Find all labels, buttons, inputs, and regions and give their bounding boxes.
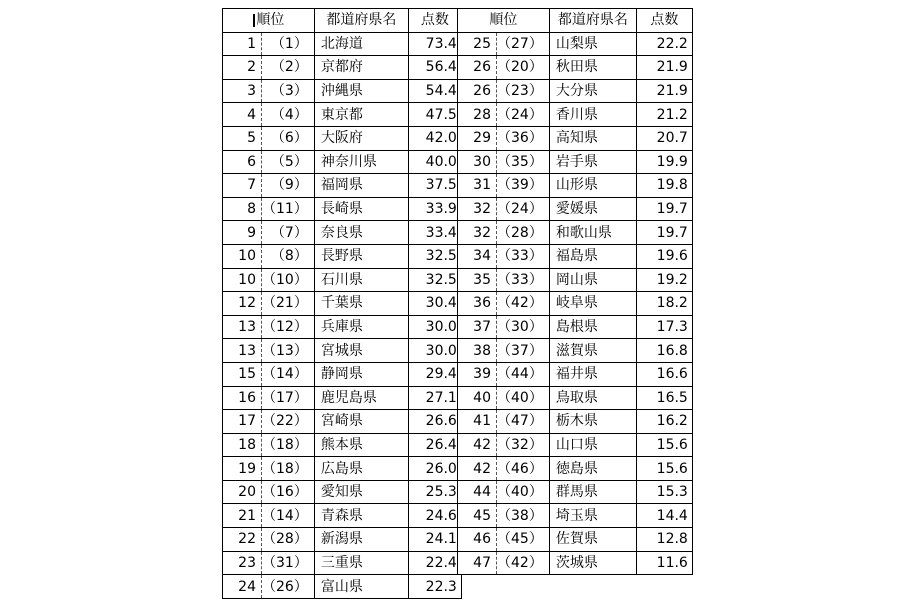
table-row [223, 575, 462, 599]
rank-cell: 37 [458, 315, 497, 339]
prev-rank-cell: （12） [262, 315, 315, 339]
table-row [223, 56, 462, 80]
table-row [223, 339, 462, 363]
rank-cell: 25 [458, 32, 497, 56]
rank-cell: 17 [223, 410, 262, 434]
prev-rank-cell: （30） [497, 315, 550, 339]
score-cell: 20.7 [636, 126, 692, 150]
prefecture-cell: 栃木県 [549, 410, 636, 434]
rank-cell: 39 [458, 362, 497, 386]
table-row [458, 362, 693, 386]
rank-cell: 21 [223, 504, 262, 528]
prefecture-cell: 神奈川県 [314, 150, 408, 174]
score-cell: 16.6 [636, 362, 692, 386]
prefecture-cell: 広島県 [314, 457, 408, 481]
score-cell: 21.9 [636, 56, 692, 80]
prev-rank-cell: （18） [262, 457, 315, 481]
table-row [223, 504, 462, 528]
prefecture-cell: 奈良県 [314, 221, 408, 245]
prefecture-cell: 埼玉県 [549, 504, 636, 528]
table-body-right [458, 32, 693, 575]
table-row [458, 268, 693, 292]
table-row [458, 551, 693, 575]
score-cell: 29.4 [408, 362, 461, 386]
table-row [458, 79, 693, 103]
prev-rank-cell: （44） [497, 362, 550, 386]
table-row [458, 126, 693, 150]
prev-rank-cell: （4） [262, 103, 315, 127]
score-cell: 14.4 [636, 504, 692, 528]
table-row [223, 150, 462, 174]
score-cell: 24.6 [408, 504, 461, 528]
rank-cell: 16 [223, 386, 262, 410]
rank-cell: 42 [458, 457, 497, 481]
score-cell: 11.6 [636, 551, 692, 575]
table-row [458, 528, 693, 552]
prefecture-cell: 兵庫県 [314, 315, 408, 339]
prev-rank-cell: （20） [497, 56, 550, 80]
table-row [223, 386, 462, 410]
rank-cell: 29 [458, 126, 497, 150]
score-cell: 27.1 [408, 386, 461, 410]
score-cell: 42.0 [408, 126, 461, 150]
table-row [223, 480, 462, 504]
table-row [223, 197, 462, 221]
score-cell: 19.7 [636, 197, 692, 221]
score-cell: 32.5 [408, 244, 461, 268]
prev-rank-cell: （14） [262, 362, 315, 386]
prefecture-cell: 三重県 [314, 551, 408, 575]
table-row [223, 126, 462, 150]
prev-rank-cell: （21） [262, 292, 315, 316]
table-row [223, 315, 462, 339]
score-cell: 30.0 [408, 339, 461, 363]
rank-cell: 13 [223, 339, 262, 363]
prev-rank-cell: （8） [262, 244, 315, 268]
rank-cell: 20 [223, 480, 262, 504]
table-row [458, 56, 693, 80]
table-row [458, 457, 693, 481]
score-cell: 73.4 [408, 32, 461, 56]
prefecture-cell: 秋田県 [549, 56, 636, 80]
prev-rank-cell: （35） [497, 150, 550, 174]
prev-rank-cell: （42） [497, 551, 550, 575]
prev-rank-cell: （22） [262, 410, 315, 434]
rank-cell: 35 [458, 268, 497, 292]
score-cell: 30.0 [408, 315, 461, 339]
prefecture-cell: 岡山県 [549, 268, 636, 292]
prefecture-cell: 茨城県 [549, 551, 636, 575]
prev-rank-cell: （23） [497, 79, 550, 103]
table-row [223, 551, 462, 575]
prefecture-cell: 山口県 [549, 433, 636, 457]
prefecture-cell: 高知県 [549, 126, 636, 150]
rank-cell: 10 [223, 268, 262, 292]
prefecture-cell: 愛知県 [314, 480, 408, 504]
table-row [223, 244, 462, 268]
score-cell: 24.1 [408, 528, 461, 552]
prev-rank-cell: （31） [262, 551, 315, 575]
prefecture-cell: 山梨県 [549, 32, 636, 56]
table-row [458, 433, 693, 457]
prefecture-cell: 大分県 [549, 79, 636, 103]
prefecture-cell: 島根県 [549, 315, 636, 339]
table-row [458, 339, 693, 363]
prefecture-header: 都道府県名 [549, 9, 636, 33]
prev-rank-cell: （45） [497, 528, 550, 552]
score-cell: 12.8 [636, 528, 692, 552]
table-row [458, 150, 693, 174]
prev-rank-cell: （11） [262, 197, 315, 221]
score-cell: 25.3 [408, 480, 461, 504]
prev-rank-cell: （37） [497, 339, 550, 363]
prefecture-header: 都道府県名 [314, 9, 408, 33]
rank-cell: 6 [223, 150, 262, 174]
rank-cell: 12 [223, 292, 262, 316]
score-cell: 16.2 [636, 410, 692, 434]
prev-rank-cell: （42） [497, 292, 550, 316]
table-row [223, 528, 462, 552]
prefecture-cell: 静岡県 [314, 362, 408, 386]
ranking-table-left [222, 8, 462, 599]
rank-cell: 2 [223, 56, 262, 80]
prev-rank-cell: （32） [497, 433, 550, 457]
prefecture-cell: 香川県 [549, 103, 636, 127]
prev-rank-cell: （24） [497, 103, 550, 127]
table-row [458, 32, 693, 56]
prefecture-cell: 石川県 [314, 268, 408, 292]
table-row [458, 197, 693, 221]
score-cell: 18.2 [636, 292, 692, 316]
score-cell: 21.9 [636, 79, 692, 103]
rank-cell: 26 [458, 56, 497, 80]
table-row [458, 315, 693, 339]
score-cell: 30.4 [408, 292, 461, 316]
score-cell: 15.3 [636, 480, 692, 504]
prefecture-cell: 熊本県 [314, 433, 408, 457]
text-cursor-icon [253, 14, 255, 27]
prev-rank-cell: （38） [497, 504, 550, 528]
prev-rank-cell: （7） [262, 221, 315, 245]
rank-cell: 15 [223, 362, 262, 386]
prev-rank-cell: （18） [262, 433, 315, 457]
prefecture-cell: 大阪府 [314, 126, 408, 150]
header-row [458, 9, 693, 33]
score-cell: 33.9 [408, 197, 461, 221]
rank-cell: 3 [223, 79, 262, 103]
score-cell: 40.0 [408, 150, 461, 174]
prev-rank-cell: （6） [262, 126, 315, 150]
score-cell: 22.3 [408, 575, 461, 599]
rank-cell: 13 [223, 315, 262, 339]
table-row [223, 433, 462, 457]
prefecture-cell: 東京都 [314, 103, 408, 127]
table-row [223, 410, 462, 434]
score-cell: 32.5 [408, 268, 461, 292]
prev-rank-cell: （1） [262, 32, 315, 56]
prev-rank-cell: （14） [262, 504, 315, 528]
rank-cell: 7 [223, 174, 262, 198]
table-row [223, 362, 462, 386]
prefecture-cell: 富山県 [314, 575, 408, 599]
prev-rank-cell: （39） [497, 174, 550, 198]
score-cell: 37.5 [408, 174, 461, 198]
prev-rank-cell: （40） [497, 480, 550, 504]
table-row [458, 292, 693, 316]
score-cell: 56.4 [408, 56, 461, 80]
rank-cell: 5 [223, 126, 262, 150]
rank-cell: 22 [223, 528, 262, 552]
rank-header: 順位 [223, 9, 315, 33]
score-cell: 15.6 [636, 457, 692, 481]
prefecture-cell: 京都府 [314, 56, 408, 80]
prefecture-cell: 青森県 [314, 504, 408, 528]
prefecture-cell: 鳥取県 [549, 386, 636, 410]
prev-rank-cell: （40） [497, 386, 550, 410]
score-cell: 26.0 [408, 457, 461, 481]
prev-rank-cell: （5） [262, 150, 315, 174]
rank-cell: 41 [458, 410, 497, 434]
prefecture-cell: 福島県 [549, 244, 636, 268]
prev-rank-cell: （46） [497, 457, 550, 481]
rank-cell: 44 [458, 480, 497, 504]
table-row [458, 480, 693, 504]
rank-cell: 18 [223, 433, 262, 457]
table-row [223, 103, 462, 127]
score-cell: 21.2 [636, 103, 692, 127]
table-row [458, 174, 693, 198]
rank-cell: 19 [223, 457, 262, 481]
prev-rank-cell: （10） [262, 268, 315, 292]
prefecture-cell: 徳島県 [549, 457, 636, 481]
score-cell: 19.8 [636, 174, 692, 198]
prev-rank-cell: （3） [262, 79, 315, 103]
rank-cell: 31 [458, 174, 497, 198]
prev-rank-cell: （36） [497, 126, 550, 150]
score-cell: 33.4 [408, 221, 461, 245]
rank-cell: 26 [458, 79, 497, 103]
prev-rank-cell: （27） [497, 32, 550, 56]
score-header: 点数 [408, 9, 461, 33]
prefecture-cell: 佐賀県 [549, 528, 636, 552]
rank-cell: 32 [458, 197, 497, 221]
table-row [223, 457, 462, 481]
prefecture-cell: 北海道 [314, 32, 408, 56]
rank-cell: 45 [458, 504, 497, 528]
score-cell: 19.2 [636, 268, 692, 292]
table-row [223, 292, 462, 316]
prefecture-cell: 長崎県 [314, 197, 408, 221]
rank-cell: 47 [458, 551, 497, 575]
rank-cell: 46 [458, 528, 497, 552]
rank-cell: 8 [223, 197, 262, 221]
prefecture-cell: 鹿児島県 [314, 386, 408, 410]
prev-rank-cell: （26） [262, 575, 315, 599]
score-cell: 26.4 [408, 433, 461, 457]
rank-cell: 38 [458, 339, 497, 363]
prefecture-cell: 福岡県 [314, 174, 408, 198]
rank-cell: 23 [223, 551, 262, 575]
prev-rank-cell: （2） [262, 56, 315, 80]
rank-cell: 1 [223, 32, 262, 56]
table-row [458, 103, 693, 127]
score-cell: 16.8 [636, 339, 692, 363]
score-cell: 15.6 [636, 433, 692, 457]
prev-rank-cell: （33） [497, 244, 550, 268]
table-row [223, 79, 462, 103]
score-cell: 54.4 [408, 79, 461, 103]
rank-cell: 34 [458, 244, 497, 268]
rank-cell: 32 [458, 221, 497, 245]
table-row [458, 386, 693, 410]
score-cell: 47.5 [408, 103, 461, 127]
score-cell: 19.6 [636, 244, 692, 268]
score-cell: 22.4 [408, 551, 461, 575]
table-row [458, 244, 693, 268]
rank-cell: 42 [458, 433, 497, 457]
score-cell: 16.5 [636, 386, 692, 410]
score-cell: 26.6 [408, 410, 461, 434]
rank-cell: 24 [223, 575, 262, 599]
score-header: 点数 [636, 9, 692, 33]
score-cell: 19.9 [636, 150, 692, 174]
table-body-left [223, 32, 462, 598]
rank-cell: 10 [223, 244, 262, 268]
prefecture-cell: 岩手県 [549, 150, 636, 174]
score-cell: 22.2 [636, 32, 692, 56]
rank-cell: 36 [458, 292, 497, 316]
rank-header: 順位 [458, 9, 550, 33]
ranking-table-right [457, 8, 693, 575]
prefecture-cell: 千葉県 [314, 292, 408, 316]
table-row [223, 268, 462, 292]
prev-rank-cell: （13） [262, 339, 315, 363]
table-row [223, 174, 462, 198]
prefecture-cell: 和歌山県 [549, 221, 636, 245]
table-row [458, 504, 693, 528]
prev-rank-cell: （9） [262, 174, 315, 198]
prefecture-cell: 長野県 [314, 244, 408, 268]
rank-cell: 4 [223, 103, 262, 127]
prefecture-cell: 群馬県 [549, 480, 636, 504]
prefecture-cell: 滋賀県 [549, 339, 636, 363]
prev-rank-cell: （17） [262, 386, 315, 410]
prev-rank-cell: （16） [262, 480, 315, 504]
prefecture-cell: 新潟県 [314, 528, 408, 552]
prev-rank-cell: （47） [497, 410, 550, 434]
table-row [458, 221, 693, 245]
table-row [223, 221, 462, 245]
prefecture-cell: 山形県 [549, 174, 636, 198]
rank-cell: 30 [458, 150, 497, 174]
prev-rank-cell: （24） [497, 197, 550, 221]
prev-rank-cell: （28） [497, 221, 550, 245]
score-cell: 17.3 [636, 315, 692, 339]
prefecture-cell: 宮城県 [314, 339, 408, 363]
score-cell: 19.7 [636, 221, 692, 245]
rank-cell: 28 [458, 103, 497, 127]
prefecture-cell: 福井県 [549, 362, 636, 386]
table-row [458, 410, 693, 434]
prefecture-cell: 沖縄県 [314, 79, 408, 103]
prev-rank-cell: （28） [262, 528, 315, 552]
prefecture-cell: 岐阜県 [549, 292, 636, 316]
prefecture-cell: 愛媛県 [549, 197, 636, 221]
rank-cell: 40 [458, 386, 497, 410]
rank-cell: 9 [223, 221, 262, 245]
prev-rank-cell: （33） [497, 268, 550, 292]
prefecture-cell: 宮崎県 [314, 410, 408, 434]
header-row [223, 9, 462, 33]
table-row [223, 32, 462, 56]
